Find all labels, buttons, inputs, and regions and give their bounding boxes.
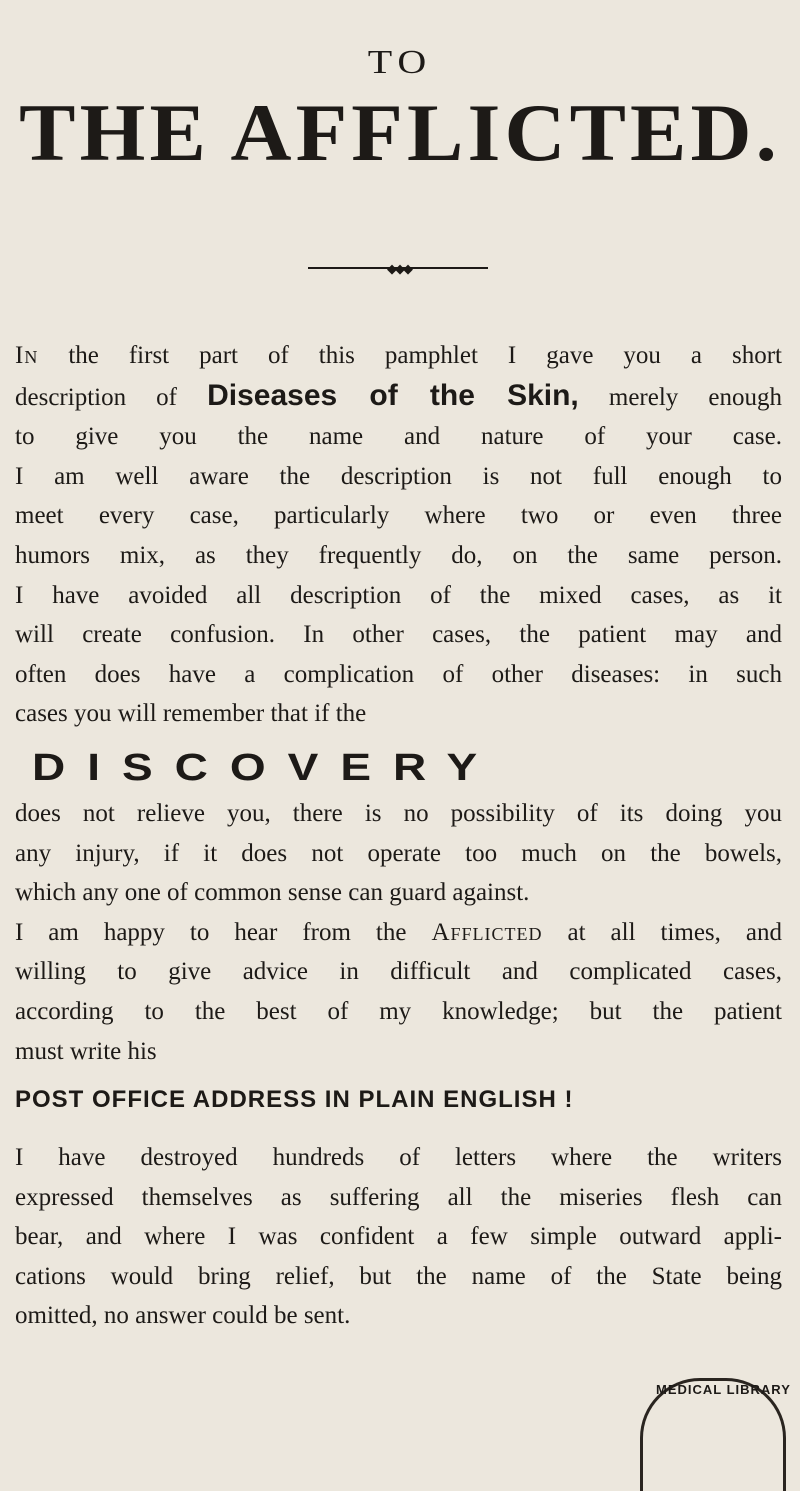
paragraph-3-line-3: bear, and where I was confident a few simple outward appli-: [15, 1223, 782, 1251]
paragraph-1-line-7: I have avoided all description of the mixed cases, as it: [15, 581, 782, 609]
post-office-block: [15, 1080, 782, 1120]
paragraph-3-line-1: I have destroyed hundreds of letters where the writers: [15, 1144, 782, 1171]
paragraph-1-line-4: I am well aware the description is not full enough to: [15, 462, 782, 490]
body-text-3: [15, 1138, 782, 1336]
paragraph-2-line-1: does not relieve you, there is no possibility of its doing you: [15, 800, 782, 827]
emphasis-diseases-of-the-skin: Diseases of the Skin,: [207, 378, 579, 412]
paragraph-3-line-5: omitted, no answer could be sent.: [15, 1302, 351, 1330]
page-title: THE AFFLICTED.: [19, 87, 781, 178]
paragraph-3-line-4: cations would bring relief, but the name of the State being: [15, 1262, 782, 1290]
paragraph-2-line-4: I am happy to hear from the Afflicted at all times, and: [15, 918, 782, 946]
body-text: [15, 336, 782, 734]
paragraph-2-line-6: according to the best of my knowledge; but the patient: [15, 997, 782, 1025]
paragraph-1-line-5: meet every case, particularly where two or even three: [15, 502, 782, 530]
paragraph-1-line-1: In the first part of this pamphlet I gave you a short: [15, 342, 782, 369]
paragraph-1-line-10: cases you will remember that if the: [15, 700, 367, 728]
emphasis-afflicted: Afflicted: [431, 918, 543, 946]
paragraph-1-line-8: will create confusion. In other cases, the patient may and: [15, 621, 782, 649]
paragraph-1-line-2: description of Diseases of the Skin, merely enough: [15, 378, 782, 412]
paragraph-2-line-2: any injury, if it does not operate too much on the bowels,: [15, 839, 782, 867]
paragraph-2-line-7: must write his: [15, 1037, 157, 1065]
paragraph-1-line-9: often does have a complication of other diseases: in such: [15, 660, 782, 688]
heading-to: TO: [367, 42, 433, 81]
paragraph-1-line-3: to give you the name and nature of your case.: [15, 423, 782, 451]
body-text-2: [15, 794, 782, 1071]
paragraph-2-line-5: willing to give advice in difficult and complicated cases,: [15, 958, 782, 986]
drop-lead-word: In: [15, 342, 39, 369]
paragraph-3-line-2: expressed themselves as suffering all the miseries flesh can: [15, 1183, 782, 1211]
post-office-heading: POST OFFICE ADDRESS IN PLAIN ENGLISH !: [15, 1086, 574, 1113]
paragraph-1-line-6: humors mix, as they frequently do, on the same person.: [15, 541, 782, 569]
library-stamp-text: MEDICAL LIBRARY: [656, 1382, 791, 1397]
discovery-heading: DISCOVERY: [32, 745, 500, 789]
divider-ornament: ◆◆◆: [387, 261, 411, 276]
paragraph-2-line-3: which any one of common sense can guard against.: [15, 879, 530, 907]
